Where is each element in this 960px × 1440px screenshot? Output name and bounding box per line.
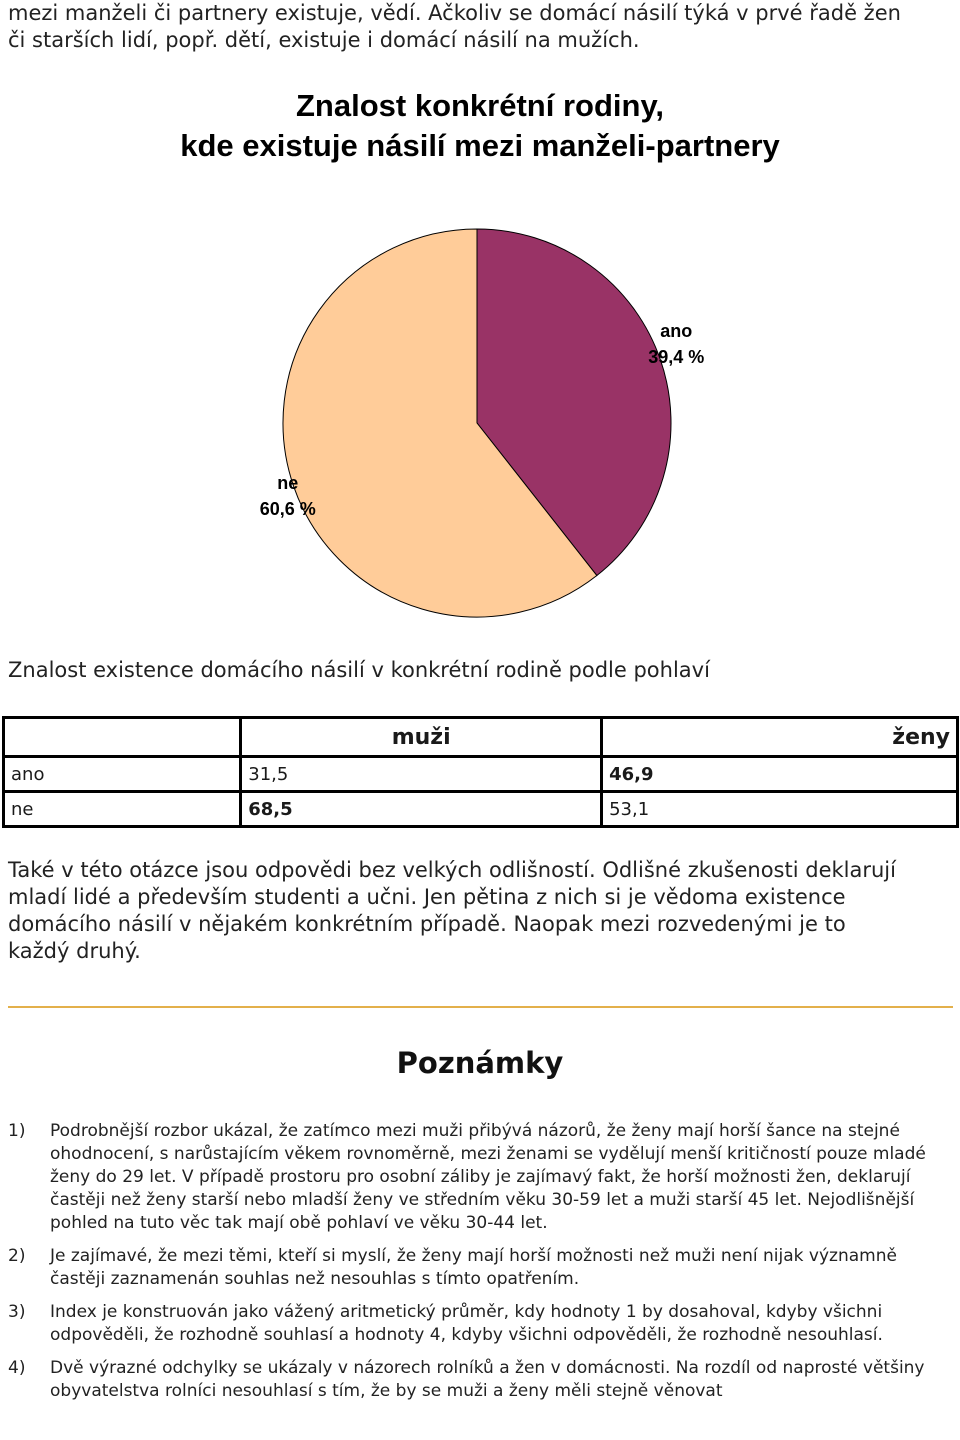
divider — [8, 1006, 953, 1008]
pie-value-label-ne: 60,6 % — [259, 498, 316, 519]
note-item — [8, 1301, 953, 1347]
table-cell: 68,5 — [241, 792, 602, 827]
note-number: 1) — [8, 1121, 26, 1141]
note-number: 3) — [8, 1302, 26, 1322]
table-row — [4, 757, 958, 792]
body-paragraph — [8, 857, 953, 965]
intro-line: mezi manželi či partnery existuje, vědí. Ačkoliv se domácí násilí týká v prvé řadě žen — [8, 1, 901, 25]
paragraph-line: každý druhý. — [8, 939, 141, 963]
table-header-cell — [4, 718, 241, 757]
pie-value-label-ano: 39,4 % — [648, 347, 705, 368]
pie-chart — [0, 80, 960, 640]
paragraph-line: domácího násilí v nějakém konkrétním případě. Naopak mezi rozvedenými je to — [8, 912, 846, 936]
table-cell: 46,9 — [602, 757, 958, 792]
table-header-cell: ženy — [602, 718, 958, 757]
table-cell: 53,1 — [602, 792, 958, 827]
table-header-row — [4, 718, 958, 757]
note-item — [8, 1120, 953, 1235]
intro-line: či starších lidí, popř. dětí, existuje i domácí násilí na mužích. — [8, 28, 640, 52]
notes-title: Poznámky — [396, 1046, 564, 1080]
note-text: Dvě výrazné odchylky se ukázaly v názorech rolníků a žen v domácnosti. Na rozdíl od naprosté většiny obyvatelstva rolníci nesouhlasí s tím, že by se muži a ženy měli stejně věnovat — [50, 1358, 925, 1401]
table-cell: 31,5 — [241, 757, 602, 792]
chart-title-line: kde existuje násilí mezi manželi-partnery — [180, 128, 780, 163]
paragraph-line: Také v této otázce jsou odpovědi bez velkých odlišností. Odlišné zkušenosti deklarují — [8, 858, 896, 882]
paragraph-line: mladí lidé a především studenti a učni. Jen pětina z nich si je vědoma existence — [8, 885, 846, 909]
chart-title-line: Znalost konkrétní rodiny, — [295, 88, 665, 123]
note-text: Podrobnější rozbor ukázal, že zatímco mezi muži přibývá názorů, že ženy mají horší šance na stejné ohodnocení, s narůstajícím věkem rovnoměrně, mezi ženami se vydělují menší kritičností pouze mladé ženy do 29 let. V případě prostoru pro osobní záliby je zajímavý fakt, že horší možnosti žen, deklarují častěji než ženy starší nebo mladší ženy ve středním věku 30-59 let a muži starší 45 let. Nejodlišnější pohled na tuto věc tak mají obě pohlaví ve věku 30-44 let. — [50, 1121, 926, 1233]
table-cell: ano — [4, 757, 241, 792]
table-heading: Znalost existence domácího násilí v konkrétní rodině podle pohlaví — [8, 658, 710, 682]
table-row — [4, 792, 958, 827]
note-text: Je zajímavé, že mezi těmi, kteří si myslí, že ženy mají horší možnosti než muži není nijak významně častěji zaznamenán souhlas než nesouhlas s tímto opatřením. — [50, 1246, 897, 1289]
chart-title — [0, 86, 960, 166]
pie-label-ano: ano — [660, 321, 693, 342]
table-cell: ne — [4, 792, 241, 827]
note-item — [8, 1357, 953, 1403]
notes-list — [8, 1120, 953, 1413]
note-number: 4) — [8, 1358, 26, 1378]
note-number: 2) — [8, 1246, 26, 1266]
note-item — [8, 1245, 953, 1291]
gender-table — [2, 716, 959, 828]
table-header-cell: muži — [241, 718, 602, 757]
pie-label-ne: ne — [277, 472, 299, 493]
note-text: Index je konstruován jako vážený aritmetický průměr, kdy hodnoty 1 by dosahoval, kdyby všichni odpověděli, že rozhodně souhlasí a hodnoty 4, kdyby všichni odpověděli, že rozhodně nesouhlasí. — [50, 1302, 883, 1345]
intro-text — [8, 0, 953, 54]
